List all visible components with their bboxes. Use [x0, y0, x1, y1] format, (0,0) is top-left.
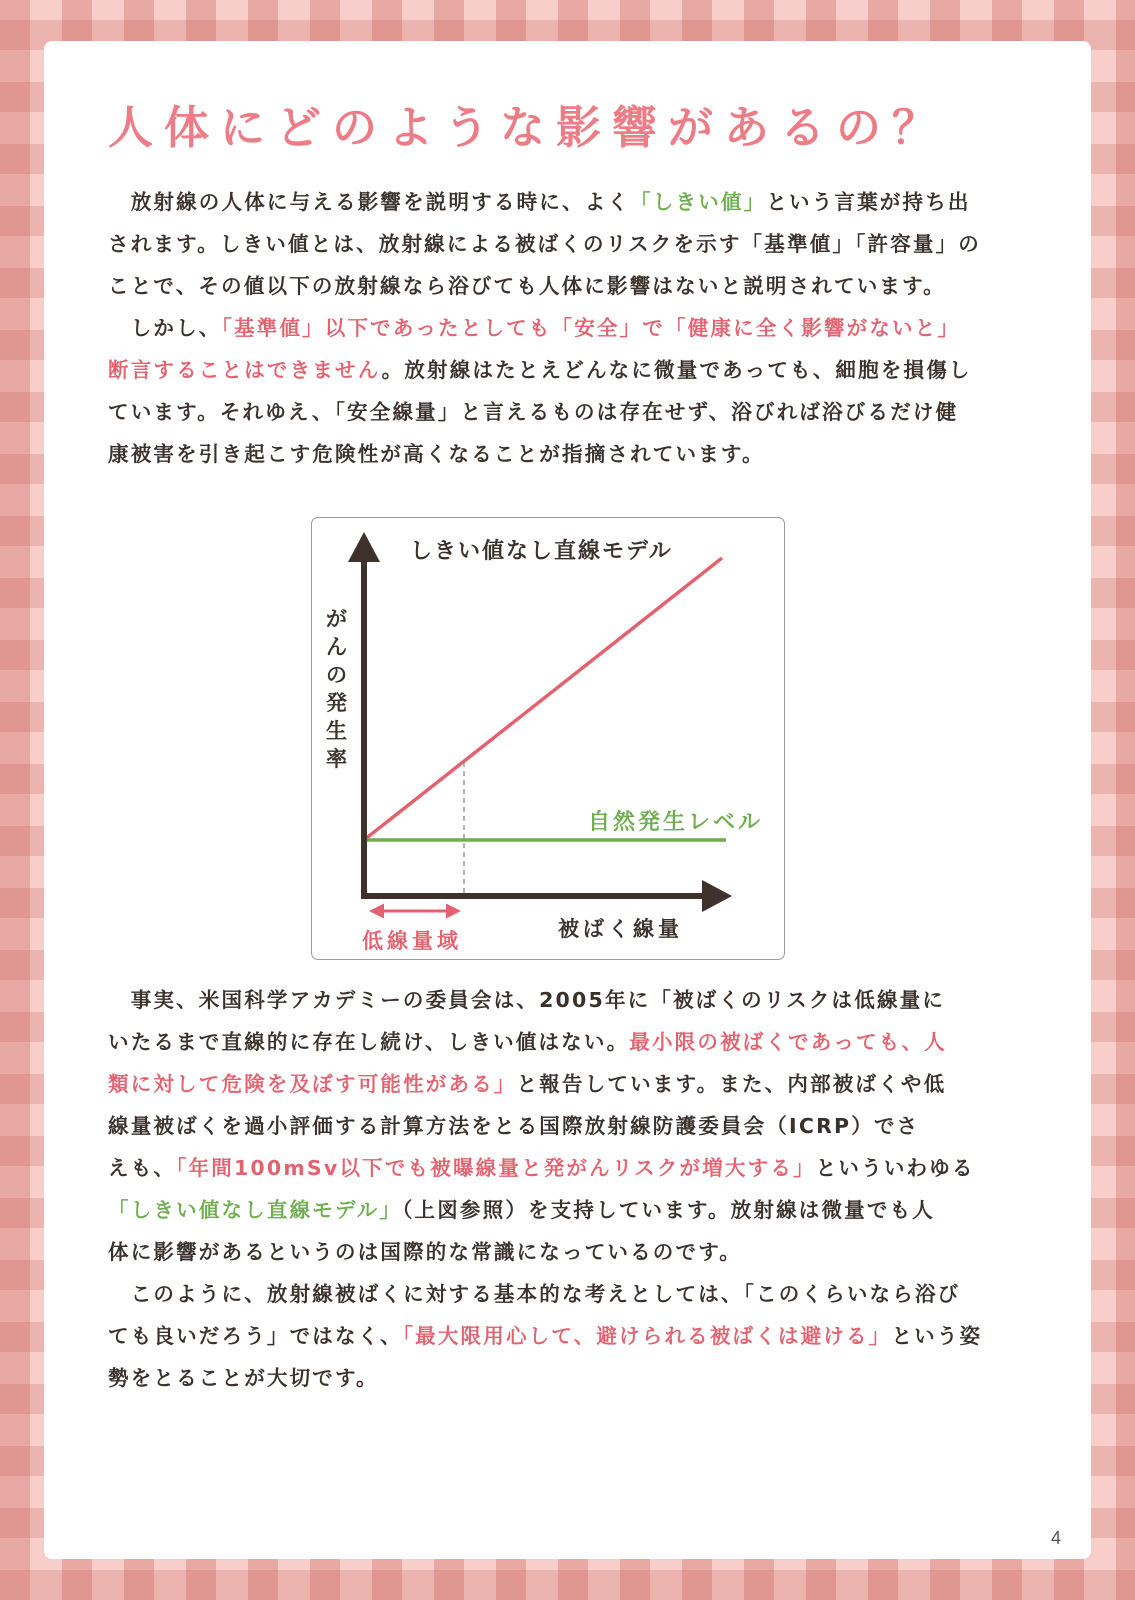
text-run: されます。しきい値とは、放射線による被ばくのリスクを示す「基準値」「許容量」の	[108, 232, 981, 256]
emphasis-red: 「基準値」以下であったとしても「安全」で「健康に全く影響がないと」	[221, 316, 961, 340]
text-line	[108, 433, 1048, 475]
y-axis-label-char: 率	[326, 747, 347, 771]
x-axis-label: 被ばく線量	[558, 917, 683, 941]
text-run: （上図参照）を支持しています。放射線は微量でも人	[402, 1198, 935, 1222]
text-line	[108, 349, 1048, 391]
emphasis-red: 断言することはできません	[108, 358, 382, 382]
page-number: 4	[1050, 1528, 1061, 1548]
text-line	[108, 1273, 1048, 1315]
y-axis-label	[326, 607, 347, 771]
paragraph-evidence	[108, 979, 1048, 1399]
y-axis-label-char: が	[326, 607, 347, 631]
y-axis-label-char: の	[326, 663, 347, 687]
lnt-model-figure	[311, 517, 785, 960]
text-run: という言葉が持ち出	[766, 190, 971, 214]
text-run: ても良いだろう」ではなく、	[108, 1324, 403, 1348]
text-line	[108, 391, 1048, 433]
text-run: ことで、その値以下の放射線なら浴びても人体に影響はないと説明されています。	[108, 274, 946, 298]
text-run: しかし、	[108, 316, 222, 340]
text-line	[108, 223, 1048, 265]
y-axis-label-char: 発	[326, 691, 347, 715]
text-line	[108, 1315, 1048, 1357]
text-run: 放射線の人体に与える影響を説明する時に、よく	[108, 190, 631, 214]
low-dose-label: 低線量域	[362, 929, 462, 953]
text-run: 。放射線はたとえどんなに微量であっても、細胞を損傷し	[381, 358, 972, 382]
emphasis-red: 類に対して危険を及ぼす可能性がある」	[108, 1072, 517, 1096]
text-run: 勢をとることが大切です。	[108, 1366, 379, 1390]
text-line	[108, 181, 1048, 223]
text-line	[108, 1231, 1048, 1273]
text-line	[108, 265, 1048, 307]
text-line	[108, 1021, 1048, 1063]
text-line	[108, 1357, 1048, 1399]
paragraph-intro	[108, 181, 1048, 475]
text-line	[108, 979, 1048, 1021]
text-run: このように、放射線被ばくに対する基本的な考えとしては、「このくらいなら浴び	[108, 1282, 961, 1306]
y-axis-label-char: 生	[326, 719, 347, 743]
x-axis-arrowhead	[702, 880, 732, 912]
page-title: 人体にどのような影響があるの？	[108, 101, 949, 154]
text-line	[108, 1063, 1048, 1105]
y-axis-label-char: ん	[326, 635, 347, 659]
text-run: いたるまで直線的に存在し続け、しきい値はない。	[108, 1030, 630, 1054]
text-line	[108, 1147, 1048, 1189]
text-run: 体に影響があるというのは国際的な常識になっているのです。	[108, 1240, 742, 1264]
emphasis-green: 「しきい値」	[630, 190, 767, 214]
figure-title: しきい値なし直線モデル	[410, 539, 673, 564]
emphasis-red: 最小限の被ばくであっても、人	[629, 1030, 947, 1054]
text-run: ています。それゆえ、「安全線量」と言えるものは存在せず、浴びれば浴びるだけ健	[108, 400, 959, 424]
page-sheet	[44, 41, 1091, 1559]
text-run: と報告しています。また、内部被ばくや低	[516, 1072, 947, 1096]
lnt-chart	[312, 518, 784, 959]
text-line	[108, 1105, 1048, 1147]
emphasis-red: 「年間100mSv以下でも被曝線量と発がんリスクが増大する」	[176, 1156, 816, 1180]
emphasis-red: 「最大限用心して、避けられる被ばくは避ける」	[402, 1324, 892, 1348]
text-run: 康被害を引き起こす危険性が高くなることが指摘されています。	[108, 442, 765, 466]
text-line	[108, 1189, 1048, 1231]
text-run: えも、	[108, 1156, 177, 1180]
text-run: 線量被ばくを過小評価する計算方法をとる国際放射線防護委員会（ICRP）でさ	[108, 1114, 920, 1138]
emphasis-green: 「しきい値なし直線モデル」	[108, 1198, 403, 1222]
natural-level-label: 自然発生レベル	[588, 810, 764, 835]
text-line	[108, 307, 1048, 349]
lnt-line	[364, 558, 722, 840]
text-run: といういわゆる	[815, 1156, 975, 1180]
y-axis-arrowhead	[348, 532, 380, 562]
text-run: 事実、米国科学アカデミーの委員会は、2005年に「被ばくのリスクは低線量に	[108, 988, 946, 1012]
text-run: という姿	[891, 1324, 983, 1348]
